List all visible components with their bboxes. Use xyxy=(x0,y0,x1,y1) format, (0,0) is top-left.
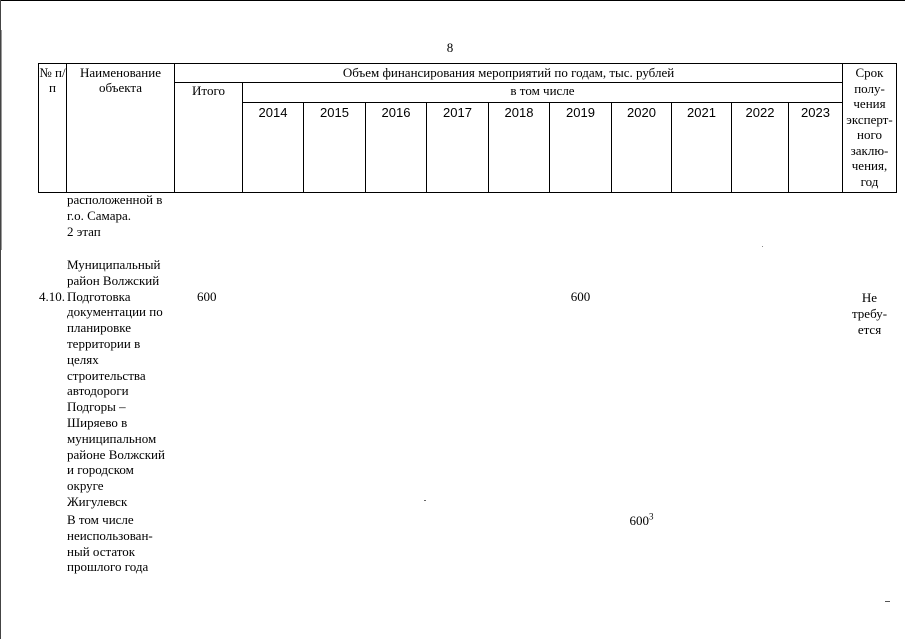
header-term-col: Срок полу- чения эксперт- ного заклю- чения, год xyxy=(846,65,893,189)
scan-speck xyxy=(885,601,890,602)
scan-border-top xyxy=(0,0,905,1)
header-year-2019: 2019 xyxy=(566,105,595,120)
header-including: в том числе xyxy=(510,83,575,98)
scan-speck xyxy=(762,246,763,247)
item-number: 4.10. xyxy=(39,289,65,304)
header-year-2020: 2020 xyxy=(627,105,656,120)
header-year-2023: 2023 xyxy=(801,105,830,120)
header-num-col: № п/п xyxy=(39,65,66,95)
header-year-2018: 2018 xyxy=(504,105,534,120)
item-name: Муниципальный район Волжский Подготовка документации по планировке территории в целях строительства автодороги Подгоры – Ширяево в муниципальном районе Волжский и городском округе Жигулевск xyxy=(67,257,165,509)
header-year-2021: 2021 xyxy=(687,105,716,120)
header-name-col: Наименование объекта xyxy=(80,65,161,95)
sub-row-name: В том числе неиспользован- ный остаток прошлого года xyxy=(67,512,153,575)
scan-artifact-line xyxy=(1,30,2,250)
header-year-2014: 2014 xyxy=(258,105,288,120)
sub-row-2020-value: $600^3$ xyxy=(629,511,654,528)
item-term-value: Не требу- ется xyxy=(851,290,888,337)
continuation-text: расположенной в г.о. Самара. 2 этап xyxy=(67,192,163,239)
scan-speck xyxy=(424,500,426,501)
header-year-2016: 2016 xyxy=(381,105,411,120)
page-number: 8 xyxy=(446,40,454,55)
header-funding-group: Объем финансирования мероприятий по годам, тыс. рублей xyxy=(342,65,675,80)
header-year-2015: 2015 xyxy=(320,105,349,120)
item-2019-value: 600 xyxy=(570,289,591,304)
header-year-2017: 2017 xyxy=(443,105,472,120)
header-total-col: Итого xyxy=(192,83,225,98)
item-total-value: 600 xyxy=(197,289,217,304)
header-year-2022: 2022 xyxy=(745,105,775,120)
